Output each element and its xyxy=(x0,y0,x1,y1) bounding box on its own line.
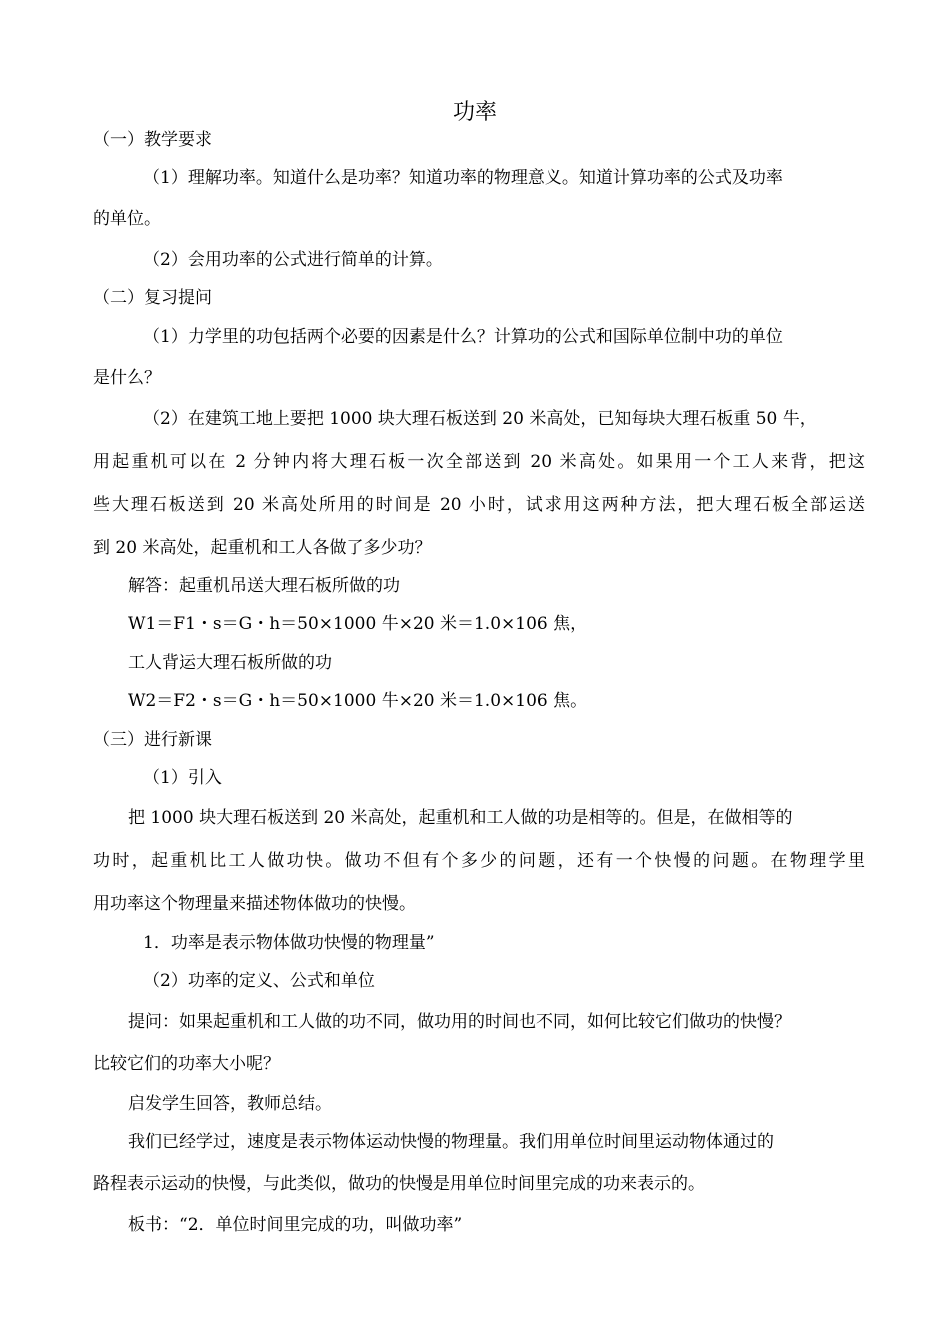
document-title: 功率 xyxy=(452,100,497,125)
section-heading-2: （二）复习提问 xyxy=(93,288,212,308)
paragraph-line: 用功率这个物理量来描述物体做功的快慢。 xyxy=(93,894,416,914)
formula-line: W2＝F2・s＝G・h＝50×1000 牛×20 米＝1.0×106 焦。 xyxy=(128,691,588,711)
paragraph-line: 是什么？ xyxy=(93,368,161,388)
section-heading-3: （三）进行新课 xyxy=(93,730,212,750)
paragraph-line: 提问：如果起重机和工人做的功不同，做功用的时间也不同，如何比较它们做功的快慢？ xyxy=(128,1012,791,1032)
paragraph-line: 些大理石板送到 20 米高处所用的时间是 20 小时，试求用这两种方法，把大理石板全部运送 xyxy=(93,495,865,515)
paragraph-line: 我们已经学过，速度是表示物体运动快慢的物理量。我们用单位时间里运动物体通过的 xyxy=(128,1132,774,1152)
paragraph-line: 路程表示运动的快慢，与此类似，做功的快慢是用单位时间里完成的功来表示的。 xyxy=(93,1174,705,1194)
paragraph-line: 解答：起重机吊送大理石板所做的功 xyxy=(128,576,400,596)
paragraph-line: 工人背运大理石板所做的功 xyxy=(128,653,332,673)
paragraph-line: 功时，起重机比工人做功快。做功不但有个多少的问题，还有一个快慢的问题。在物理学里 xyxy=(93,851,865,871)
paragraph-line: 的单位。 xyxy=(93,209,161,229)
paragraph-line: （2）会用功率的公式进行简单的计算。 xyxy=(143,250,443,270)
subheading-line: （2）功率的定义、公式和单位 xyxy=(143,971,375,991)
paragraph-line: （1）力学里的功包括两个必要的因素是什么？计算功的公式和国际单位制中功的单位 xyxy=(143,327,783,347)
paragraph-line: 比较它们的功率大小呢？ xyxy=(93,1054,280,1074)
paragraph-line: 用起重机可以在 2 分钟内将大理石板一次全部送到 20 米高处。如果用一个工人来背，把这 xyxy=(93,452,865,472)
paragraph-line: 启发学生回答，教师总结。 xyxy=(128,1094,332,1114)
formula-line: W1＝F1・s＝G・h＝50×1000 牛×20 米＝1.0×106 焦， xyxy=(128,614,588,634)
subheading-line: （1）引入 xyxy=(143,768,222,788)
paragraph-line: （1）理解功率。知道什么是功率？知道功率的物理意义。知道计算功率的公式及功率 xyxy=(143,168,783,188)
paragraph-line: （2）在建筑工地上要把 1000 块大理石板送到 20 米高处，已知每块大理石板重 50 牛， xyxy=(143,409,817,429)
paragraph-line: 把 1000 块大理石板送到 20 米高处，起重机和工人做的功是相等的。但是，在做相等的 xyxy=(128,808,793,828)
paragraph-line: 1．功率是表示物体做功快慢的物理量” xyxy=(143,933,435,953)
section-heading-1: （一）教学要求 xyxy=(93,130,212,150)
paragraph-line: 到 20 米高处，起重机和工人各做了多少功？ xyxy=(93,538,432,558)
paragraph-line: 板书：“2．单位时间里完成的功，叫做功率” xyxy=(128,1215,463,1235)
